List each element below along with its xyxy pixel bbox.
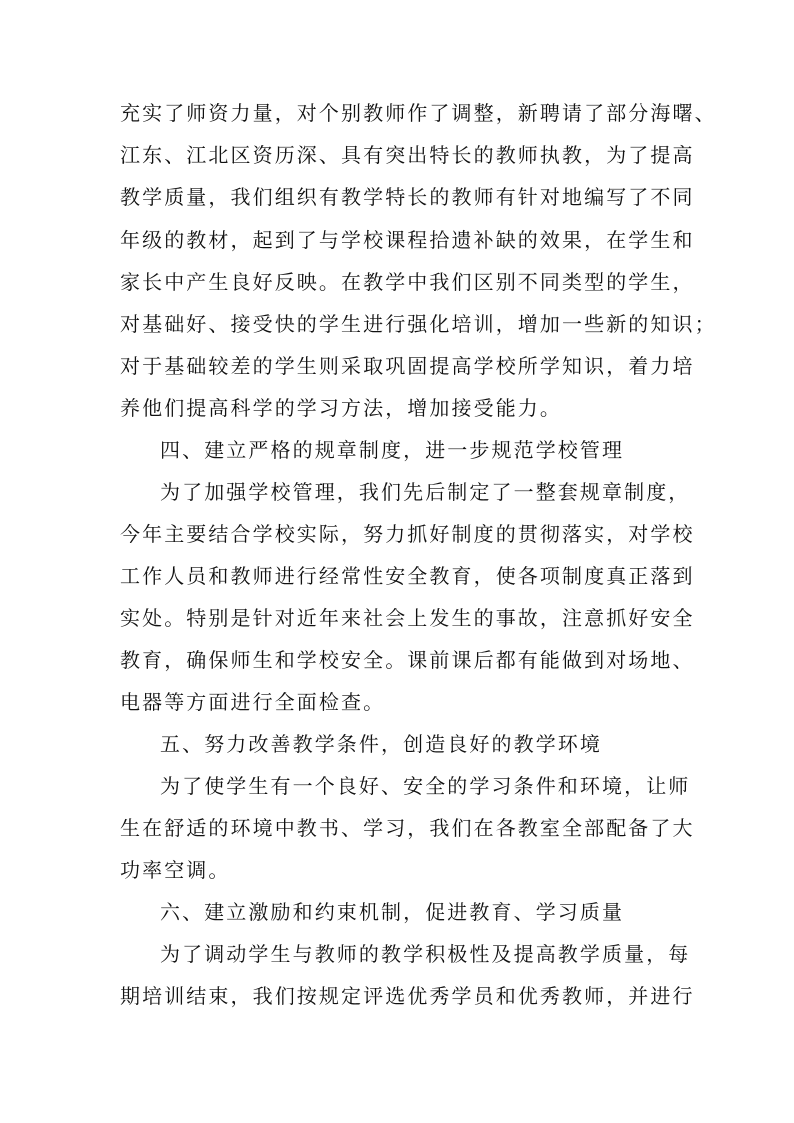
paragraph-first-line: 为了加强学校管理，我们先后制定了一整套规章制度， bbox=[160, 480, 691, 504]
body-text-line: 对基础好、接受快的学生进行强化培训，增加一些新的知识； bbox=[120, 312, 717, 336]
body-text-line: 工作人员和教师进行经常性安全教育，使各项制度真正落到 bbox=[120, 564, 695, 588]
body-text-line: 电器等方面进行全面检查。 bbox=[120, 690, 386, 714]
body-text-line: 生在舒适的环境中教书、学习，我们在各教室全部配备了大 bbox=[120, 816, 695, 840]
body-text-line: 江东、江北区资历深、具有突出特长的教师执教，为了提高 bbox=[120, 143, 695, 167]
body-text-line: 养他们提高科学的学习方法，增加接受能力。 bbox=[120, 396, 562, 420]
body-text-line: 教育，确保师生和学校安全。课前课后都有能做到对场地、 bbox=[120, 648, 695, 672]
section-heading: 五、努力改善教学条件，创造良好的教学环境 bbox=[160, 732, 602, 756]
body-text-line: 期培训结束，我们按规定评选优秀学员和优秀教师，并进行 bbox=[120, 984, 695, 1008]
body-text-line: 功率空调。 bbox=[120, 858, 231, 882]
body-text-line: 今年主要结合学校实际，努力抓好制度的贯彻落实，对学校 bbox=[120, 522, 695, 546]
body-text-line: 充实了师资力量，对个别教师作了调整，新聘请了部分海曙、 bbox=[120, 101, 717, 125]
paragraph-first-line: 为了调动学生与教师的教学积极性及提高教学质量，每 bbox=[160, 942, 691, 966]
paragraph-first-line: 为了使学生有一个良好、安全的学习条件和环境，让师 bbox=[160, 774, 691, 798]
body-text-line: 对于基础较差的学生则采取巩固提高学校所学知识，着力培 bbox=[120, 354, 695, 378]
section-heading: 六、建立激励和约束机制，促进教育、学习质量 bbox=[160, 900, 625, 924]
section-heading: 四、建立严格的规章制度，进一步规范学校管理 bbox=[160, 438, 625, 462]
body-text-line: 实处。特别是针对近年来社会上发生的事故，注意抓好安全 bbox=[120, 606, 695, 630]
body-text-line: 家长中产生良好反映。在教学中我们区别不同类型的学生， bbox=[120, 270, 695, 294]
body-text-line: 年级的教材，起到了与学校课程拾遗补缺的效果，在学生和 bbox=[120, 228, 695, 252]
body-text-line: 教学质量，我们组织有教学特长的教师有针对地编写了不同 bbox=[120, 185, 695, 209]
